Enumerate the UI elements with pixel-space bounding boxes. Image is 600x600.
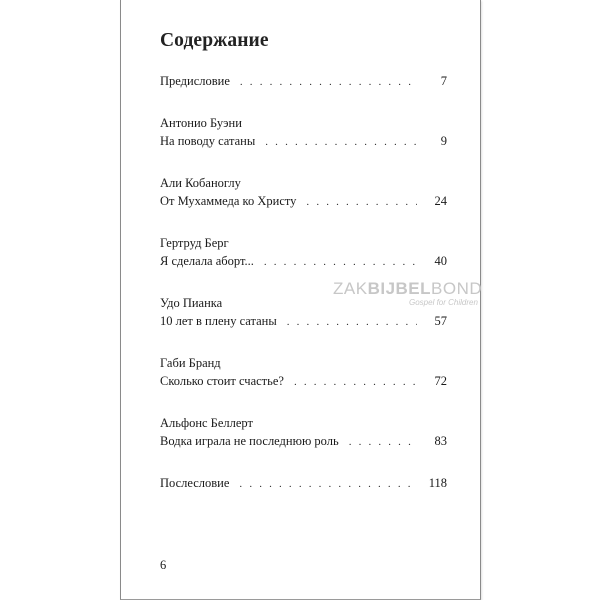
- toc-page-number: 24: [434, 194, 447, 208]
- toc-entry: [160, 114, 447, 150]
- toc-chapter-title: От Мухаммеда ко Христу: [160, 194, 297, 208]
- toc-line: [160, 72, 447, 90]
- watermark-tagline: Gospel for Children: [409, 298, 478, 307]
- toc-author: Альфонс Беллерт: [160, 416, 253, 430]
- toc-author: Удо Пианка: [160, 296, 223, 310]
- toc-author: Антонио Буэни: [160, 116, 242, 130]
- toc-page-number: 7: [440, 74, 447, 88]
- toc-page-number: 40: [434, 254, 447, 268]
- toc-leader-dots: [240, 73, 417, 91]
- watermark-part-1: ZAK: [333, 279, 368, 298]
- toc-chapter-title: Я сделала аборт...: [160, 254, 254, 268]
- toc-line: [160, 372, 447, 390]
- toc-chapter-title: Предисловие: [160, 74, 230, 88]
- toc-line: [160, 192, 447, 210]
- toc-author: Габи Бранд: [160, 356, 221, 370]
- toc-chapter-title: Водка играла не последнюю роль: [160, 434, 339, 448]
- toc-leader-dots: [265, 133, 417, 151]
- toc-entry: [160, 414, 447, 450]
- toc-chapter-title: 10 лет в плену сатаны: [160, 314, 277, 328]
- page-title: Содержание: [160, 30, 269, 51]
- toc-entry-preface: [160, 72, 447, 90]
- toc-page-number: 83: [434, 434, 447, 448]
- toc-line: [160, 312, 447, 330]
- table-of-contents: [160, 72, 447, 516]
- toc-entry: [160, 174, 447, 210]
- toc-line: [160, 252, 447, 270]
- watermark-part-2: BIJBEL: [367, 279, 432, 298]
- toc-chapter-title: Сколько стоит счастье?: [160, 374, 284, 388]
- toc-line: [160, 474, 447, 492]
- toc-entry-afterword: [160, 474, 447, 492]
- toc-leader-dots: [294, 373, 417, 391]
- toc-leader-dots: [349, 433, 417, 451]
- toc-page-number: 72: [434, 374, 447, 388]
- toc-chapter-title: На поводу сатаны: [160, 134, 256, 148]
- page-number-folio: 6: [160, 558, 167, 572]
- toc-page-number: 57: [434, 314, 447, 328]
- toc-entry: [160, 294, 447, 330]
- toc-page-number: 9: [440, 134, 447, 148]
- toc-author: Гертруд Берг: [160, 236, 229, 250]
- toc-author: Али Кобаноглу: [160, 176, 241, 190]
- toc-page-number: 118: [428, 476, 447, 490]
- toc-leader-dots: [239, 475, 417, 493]
- toc-leader-dots: [264, 253, 417, 271]
- toc-entry: [160, 234, 447, 270]
- toc-leader-dots: [287, 313, 417, 331]
- toc-leader-dots: [306, 193, 417, 211]
- book-page: [120, 0, 481, 600]
- toc-entry: [160, 354, 447, 390]
- toc-line: [160, 132, 447, 150]
- toc-chapter-title: Послесловие: [160, 476, 230, 490]
- toc-line: [160, 432, 447, 450]
- watermark-part-3: BOND: [431, 279, 483, 298]
